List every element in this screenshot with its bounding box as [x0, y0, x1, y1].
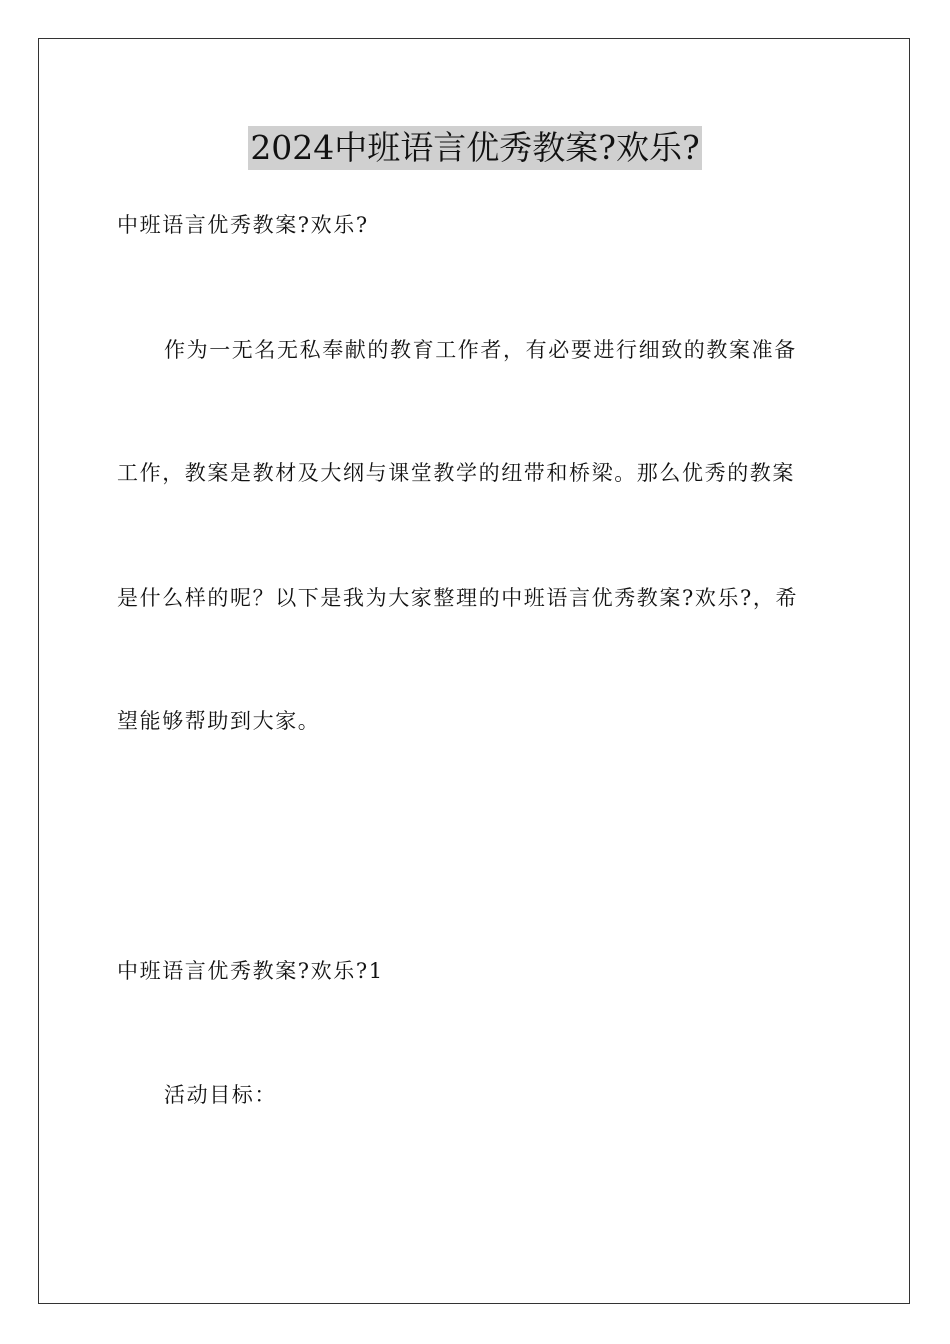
- section-heading: 中班语言优秀教案?欢乐?1: [117, 959, 384, 983]
- title-container: [0, 126, 950, 170]
- intro-line-1: 作为一无名无私奉献的教育工作者，有必要进行细致的教案准备: [164, 338, 797, 362]
- document-subtitle: 中班语言优秀教案?欢乐?: [117, 213, 369, 237]
- intro-line-3: 是什么样的呢？以下是我为大家整理的中班语言优秀教案?欢乐?，希: [117, 586, 799, 610]
- document-title: 2024中班语言优秀教案?欢乐?: [248, 126, 701, 170]
- intro-line-4: 望能够帮助到大家。: [117, 709, 321, 733]
- activity-goal-label: 活动目标：: [164, 1083, 277, 1107]
- intro-line-2: 工作，教案是教材及大纲与课堂教学的纽带和桥梁。那么优秀的教案: [117, 461, 795, 485]
